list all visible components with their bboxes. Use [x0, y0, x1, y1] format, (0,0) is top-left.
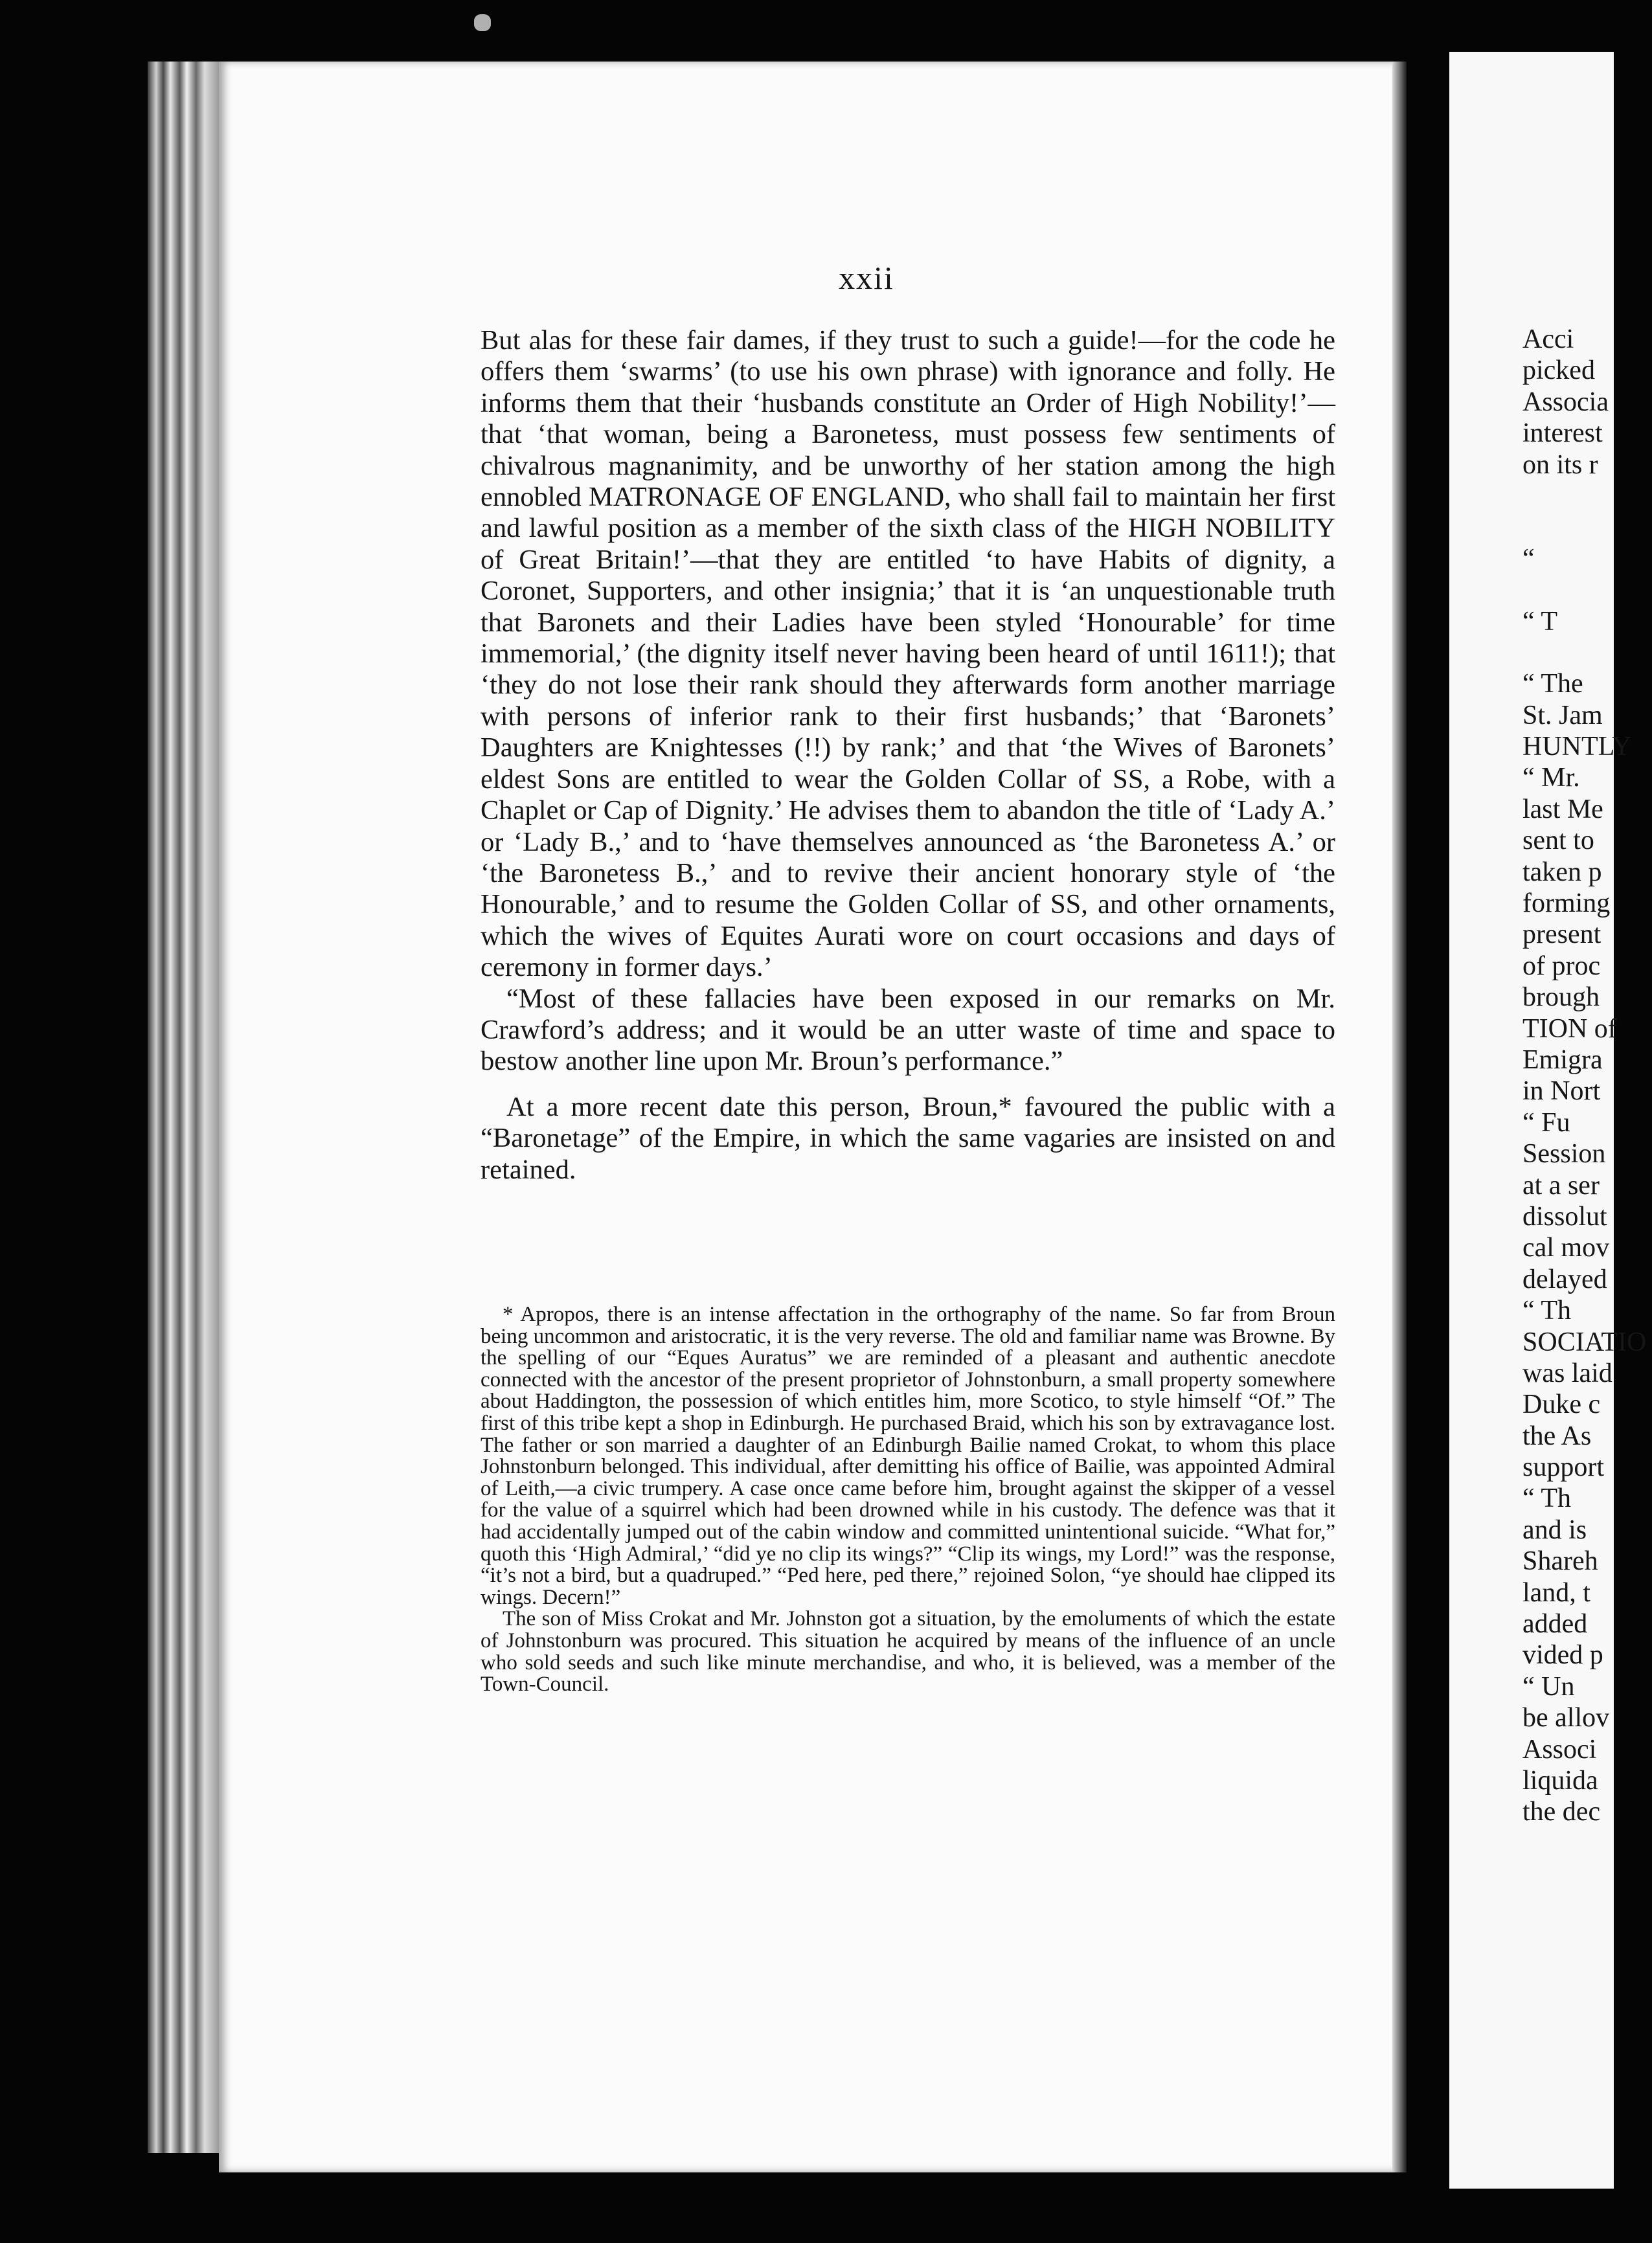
adjacent-line: “ Th [1522, 1483, 1572, 1514]
adjacent-line: taken p [1522, 857, 1602, 887]
adjacent-line: land, t [1522, 1577, 1590, 1608]
adjacent-line: was laid [1522, 1358, 1612, 1388]
adjacent-line: interest [1522, 418, 1603, 449]
footnote: * Apropos, there is an intense affectation in the orthography of the name. So far from Broun being uncommon and aristocratic, it is the very reverse. The old and familiar name was Browne. By the spelling of our “Eques Auratus” we are reminded of a pleasant and authentic anecdote connected with the ancestor of the present proprietor of Johnstonburn, a small property somewhere about Haddington, the possession of which entitles him, more Scotico, to style himself “Of.” The first of this tribe kept a shop in Edinburgh. He purchased Braid, which his son by extravagance lost. The father or son married a daughter of an Edinburgh Bailie named Crokat, to whom this place Johnstonburn belonged. This individual, after demitting his office of Bailie, was appointed Admiral of Leith,—a civic trumpery. A case once came before him, brought against the skipper of a vessel for the value of a squirrel which had been drowned while in his custody. The defence was that it had accidentally jumped out of the cabin window and committed unintentional suicide. “What for,” quoth this ‘High Admiral,’ “did ye no clip its wings?” “Clip its wings, my Lord!” was the response, “it’s not a bird, but a quadruped.” “Ped here, ped there,” rejoined Solon, “ye should hae clipped its wings. Decern!” [481, 1303, 1335, 1609]
book-spine [148, 62, 219, 2153]
adjacent-line: last Me [1522, 794, 1603, 824]
paragraph: “Most of these fallacies have been exposed in our remarks on Mr. Crawford’s address; and it would be an utter waste of time and space to bestow another line upon Mr. Broun’s performance.” [481, 983, 1335, 1077]
adjacent-line: liquida [1522, 1765, 1598, 1796]
main-text [481, 325, 1335, 1186]
scan-speck [474, 14, 491, 31]
footnotes [481, 1304, 1335, 1696]
adjacent-line: Duke c [1522, 1390, 1601, 1420]
adjacent-line: and is [1522, 1515, 1587, 1545]
adjacent-page-text [1522, 324, 1652, 1828]
adjacent-line: support [1522, 1452, 1604, 1483]
adjacent-line: the As [1522, 1421, 1592, 1451]
adjacent-line: present [1522, 919, 1601, 950]
adjacent-line: Associ [1522, 1734, 1597, 1764]
adjacent-line: Shareh [1522, 1546, 1598, 1577]
adjacent-line: the dec [1522, 1797, 1601, 1827]
page-edge [1392, 62, 1407, 2172]
adjacent-line: Acci [1522, 324, 1574, 354]
adjacent-line: “ Th [1522, 1296, 1572, 1326]
adjacent-line: “ The [1522, 669, 1583, 699]
adjacent-line: SOCIATIO [1522, 1327, 1647, 1357]
adjacent-line: at a ser [1522, 1170, 1600, 1200]
adjacent-line: “ T [1522, 606, 1558, 637]
adjacent-line: of proc [1522, 951, 1601, 981]
adjacent-line: in Nort [1522, 1076, 1601, 1107]
adjacent-line: sent to [1522, 826, 1594, 856]
adjacent-line: Associa [1522, 387, 1609, 417]
adjacent-line: cal mov [1522, 1233, 1610, 1263]
adjacent-line: brough [1522, 982, 1600, 1013]
footnote: The son of Miss Crokat and Mr. Johnston got a situation, by the emoluments of which the estate of Johnstonburn was procured. This situation he acquired by means of the influence of an uncle who sold seeds and such like minute merchandise, and who, it is believed, was a member of the Town-Council. [481, 1607, 1335, 1696]
paragraph: At a more recent date this person, Broun,* favoured the public with a “Baronetage” of the Empire, in which the same vagaries are insisted on and retained. [481, 1091, 1335, 1185]
adjacent-line: Emigra [1522, 1044, 1603, 1075]
adjacent-line: TION of [1522, 1013, 1617, 1044]
adjacent-line: on its r [1522, 449, 1598, 480]
adjacent-line: delayed [1522, 1264, 1607, 1294]
adjacent-line: “ Mr. [1522, 763, 1580, 793]
adjacent-line: picked [1522, 355, 1595, 386]
adjacent-page [1449, 52, 1647, 2189]
adjacent-line: be allov [1522, 1703, 1610, 1733]
adjacent-line: dissolut [1522, 1201, 1607, 1232]
adjacent-line [1522, 512, 1652, 543]
adjacent-line [1522, 574, 1652, 605]
adjacent-line: forming [1522, 888, 1611, 919]
adjacent-line: Session [1522, 1139, 1606, 1169]
adjacent-line: vided p [1522, 1640, 1603, 1671]
adjacent-line: HUNTLY [1522, 732, 1632, 762]
adjacent-line [1522, 637, 1652, 668]
adjacent-line: St. Jam [1522, 700, 1603, 730]
adjacent-line: “ Un [1522, 1671, 1575, 1702]
adjacent-line: added [1522, 1609, 1588, 1640]
adjacent-line [1522, 480, 1652, 512]
adjacent-line: “ [1522, 543, 1535, 574]
paragraph: But alas for these fair dames, if they trust to such a guide!—for the code he offers them ‘swarms’ (to use his own phrase) with ignorance and folly. He informs them that their ‘husbands constitute an Order of High Nobility!’—that ‘that woman, being a Baronetess, must possess few sentiments of chivalrous magnanimity, and be unworthy of her station among the high ennobled MATRONAGE OF ENGLAND, who shall fail to maintain her first and lawful position as a member of the sixth class of the HIGH NOBILITY of Great Britain!’—that they are entitled ‘to have Habits of dignity, a Coronet, Supporters, and other insignia;’ that it is ‘an unquestionable truth that Baronets and their Ladies have been styled ‘Honourable’ for time immemorial,’ (the dignity itself never having been heard of until 1611!); that ‘they do not lose their rank should they afterwards form another marriage with persons of inferior rank to their first husbands;’ that ‘Baronets’ Daughters are Knightesses (!!) by rank;’ and that ‘the Wives of Baronets’ eldest Sons are entitled to wear the Golden Collar of SS, a Robe, with a Chaplet or Cap of Dignity.’ He advises them to abandon the title of ‘Lady A.’ or ‘Lady B.,’ and to ‘have themselves announced as ‘the Baronetess A.’ or ‘the Baronetess B.,’ and to revive their ancient honorary style of ‘the Honourable,’ and to resume the Golden Collar of SS, and other ornaments, which the wives of Equites Aurati wore on court occasions and days of ceremony in former days.’ [481, 325, 1335, 983]
adjacent-line: “ Fu [1522, 1107, 1570, 1138]
page-number: xxii [839, 260, 894, 296]
